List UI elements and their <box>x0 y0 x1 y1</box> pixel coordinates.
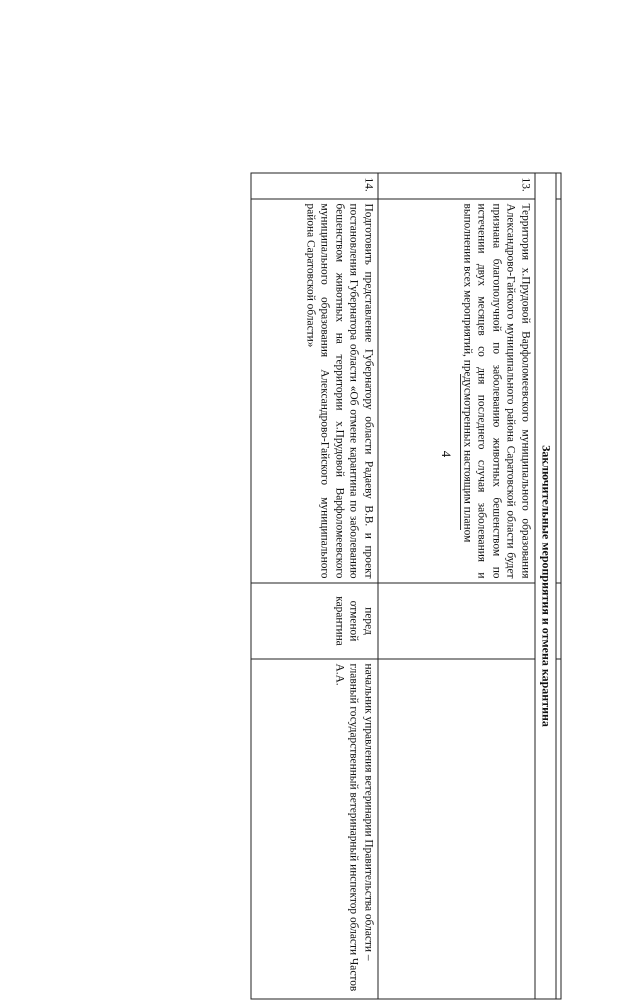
row-number: 13. <box>378 173 535 199</box>
plan-table-wrapper <box>259 173 562 999</box>
responsible-cell: начальник управления ветеринарии Правительства области – главный государственный ветеринарный инспектор области Частов А.А. <box>251 659 378 999</box>
deadline-cell: перед отменой карантина <box>251 583 378 659</box>
deadline-cell <box>378 583 535 659</box>
page-number: 4 <box>439 450 454 458</box>
table-row <box>378 173 535 999</box>
section-header-row <box>535 173 556 999</box>
plan-table <box>251 173 562 1000</box>
table-top-strip <box>556 173 561 999</box>
section-title: Заключительные мероприятия и отмена карантина <box>535 173 556 999</box>
measure-text: Подготовить представление Губернатору области Радаеву В.В. и проект постановления Губернатора области «Об отмене карантина по заболеванию бешенством животных на территории х.Прудовой Варфоломеевского муниципального образования Александрово-Гайского муниципального района Саратовской области» <box>251 199 378 583</box>
row-number: 14. <box>251 173 378 199</box>
measure-text: Территория х.Прудовой Варфоломеевского муниципального образования Александрово-Гайского муниципального района Саратовской области будет признана благополучной по заболеванию животных бешенством по истечении двух месяцев со дня последнего случая заболевания и выполнении всех мероприятий, предусмотренных настоящим планом <box>378 199 535 583</box>
table-row <box>251 173 378 999</box>
responsible-cell <box>378 659 535 999</box>
